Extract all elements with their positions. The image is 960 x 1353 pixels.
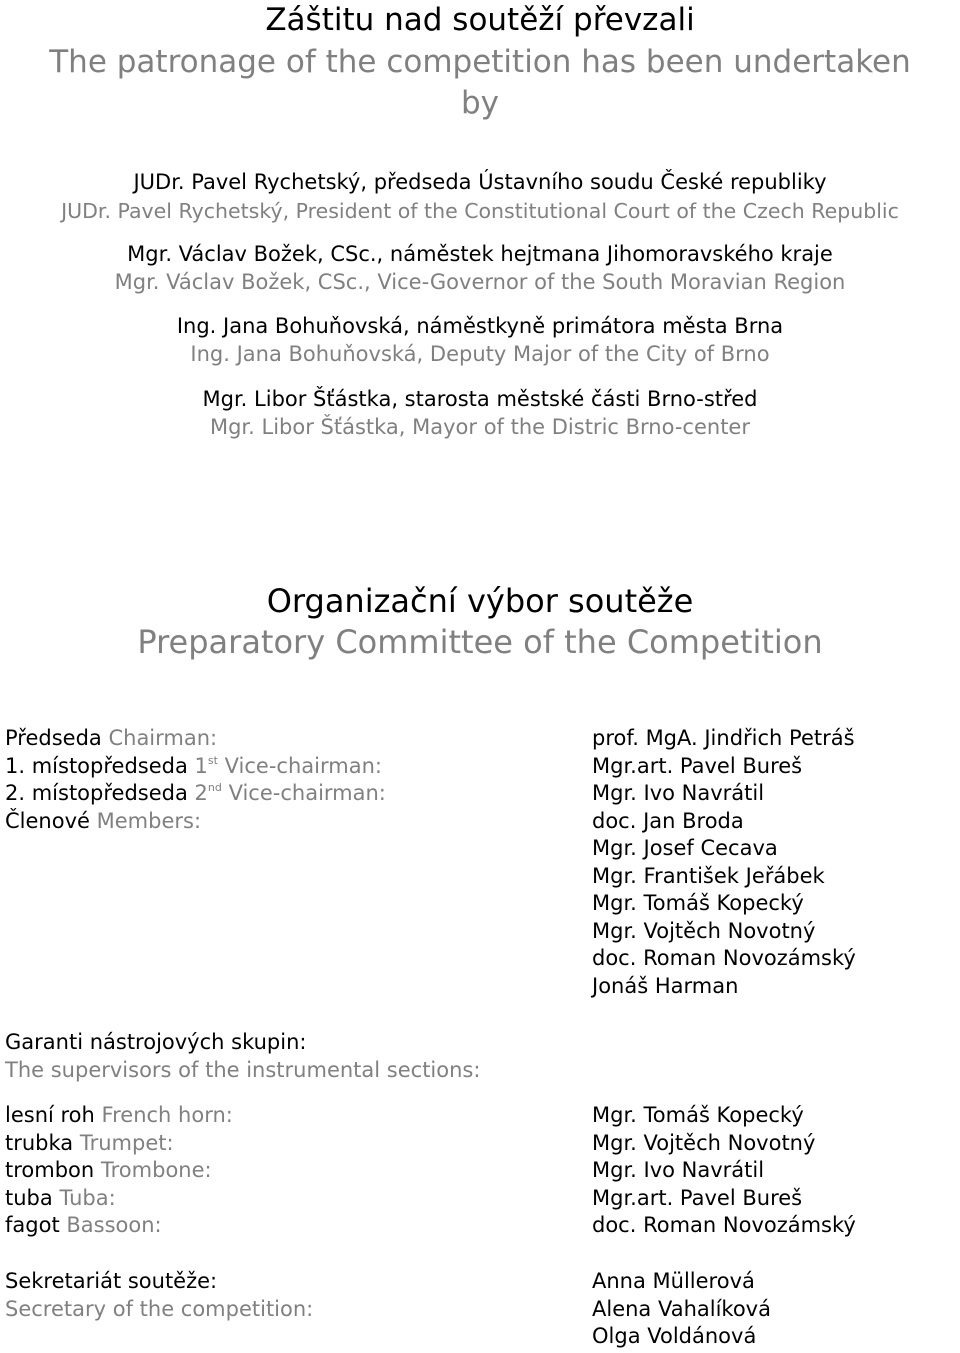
section-bassoon: fagot Bassoon: [5,1213,162,1237]
member-name: doc. Roman Novozámský [592,946,856,970]
member-name: Jonáš Harman [592,973,739,998]
supervisor-name: Mgr. Tomáš Kopecký [592,1103,804,1127]
section-tuba: tuba Tuba: [5,1185,116,1210]
patron-4-cz: Mgr. Libor Šťástka, starosta městské části Brno-střed [202,387,758,411]
section-trumpet: trubka Trumpet: [5,1130,174,1155]
patronage-title-en-line2: by [460,85,500,121]
patron-4-en: Mgr. Libor Šťástka, Mayor of the Distric Brno-center [209,415,750,439]
member-name: Mgr. Josef Cecava [592,836,778,860]
patron-1-en: JUDr. Pavel Rychetský, President of the Constitutional Court of the Czech Republic [61,199,899,223]
instrument-supervisors [592,1102,856,1240]
committee-names [592,725,856,1000]
supervisor-name: Mgr.art. Pavel Bureš [592,1185,803,1210]
section-trombone: trombon Trombone: [5,1158,212,1182]
secretariat-heading [5,1268,313,1323]
secretary-name: Alena Vahalíková [592,1296,771,1321]
patron-3-cz: Ing. Jana Bohuňovská, náměstkyně primátora města Brna [176,314,784,338]
secretary-name: Anna Müllerová [592,1269,755,1293]
chairman-label: Předseda Chairman: [5,726,218,750]
supervisors-heading [5,1029,480,1084]
patron-2-en: Mgr. Václav Božek, CSc., Vice-Governor of the South Moravian Region [114,270,846,294]
member-name: doc. Jan Broda [592,808,744,833]
vice1-name: Mgr.art. Pavel Bureš [592,753,803,778]
supervisors-label-cz: Garanti nástrojových skupin: [5,1030,307,1054]
members-label: Členové Members: [5,808,202,833]
secretariat-label-en: Secretary of the competition: [5,1296,314,1321]
vice2-label: 2. místopředseda 2nd Vice-chairman: [5,781,386,805]
supervisor-name: Mgr. Vojtěch Novotný [592,1130,816,1155]
member-name: Mgr. Tomáš Kopecký [592,891,804,915]
committee-title-en: Preparatory Committee of the Competition [137,623,823,661]
patronage-title-cz: Záštitu nad soutěží převzali [265,2,695,38]
member-name: Mgr. Vojtěch Novotný [592,918,816,943]
secretary-name: Olga Voldánová [592,1324,757,1348]
supervisors-label-en: The supervisors of the instrumental sections: [5,1057,481,1082]
secretariat-label-cz: Sekretariát soutěže: [5,1269,218,1293]
patron-1-cz: JUDr. Pavel Rychetský, předseda Ústavního soudu České republiky [133,170,827,194]
supervisor-name: doc. Roman Novozámský [592,1213,856,1237]
vice2-name: Mgr. Ivo Navrátil [592,781,765,805]
committee-roles [5,725,386,835]
vice1-label: 1. místopředseda 1st Vice-chairman: [5,753,382,778]
patronage-title-en-line1: The patronage of the competition has been undertaken [49,44,911,80]
committee-title-cz: Organizační výbor soutěže [266,582,694,620]
patron-3-en: Ing. Jana Bohuňovská, Deputy Major of the City of Brno [190,342,770,366]
member-name: Mgr. František Jeřábek [592,863,825,888]
patron-2-cz: Mgr. Václav Božek, CSc., náměstek hejtmana Jihomoravského kraje [127,242,833,266]
section-french-horn: lesní roh French horn: [5,1103,233,1127]
chairman-name: prof. MgA. Jindřich Petráš [592,726,855,750]
instrument-sections [5,1102,233,1240]
supervisor-name: Mgr. Ivo Navrátil [592,1158,765,1182]
secretariat-names [592,1268,771,1351]
